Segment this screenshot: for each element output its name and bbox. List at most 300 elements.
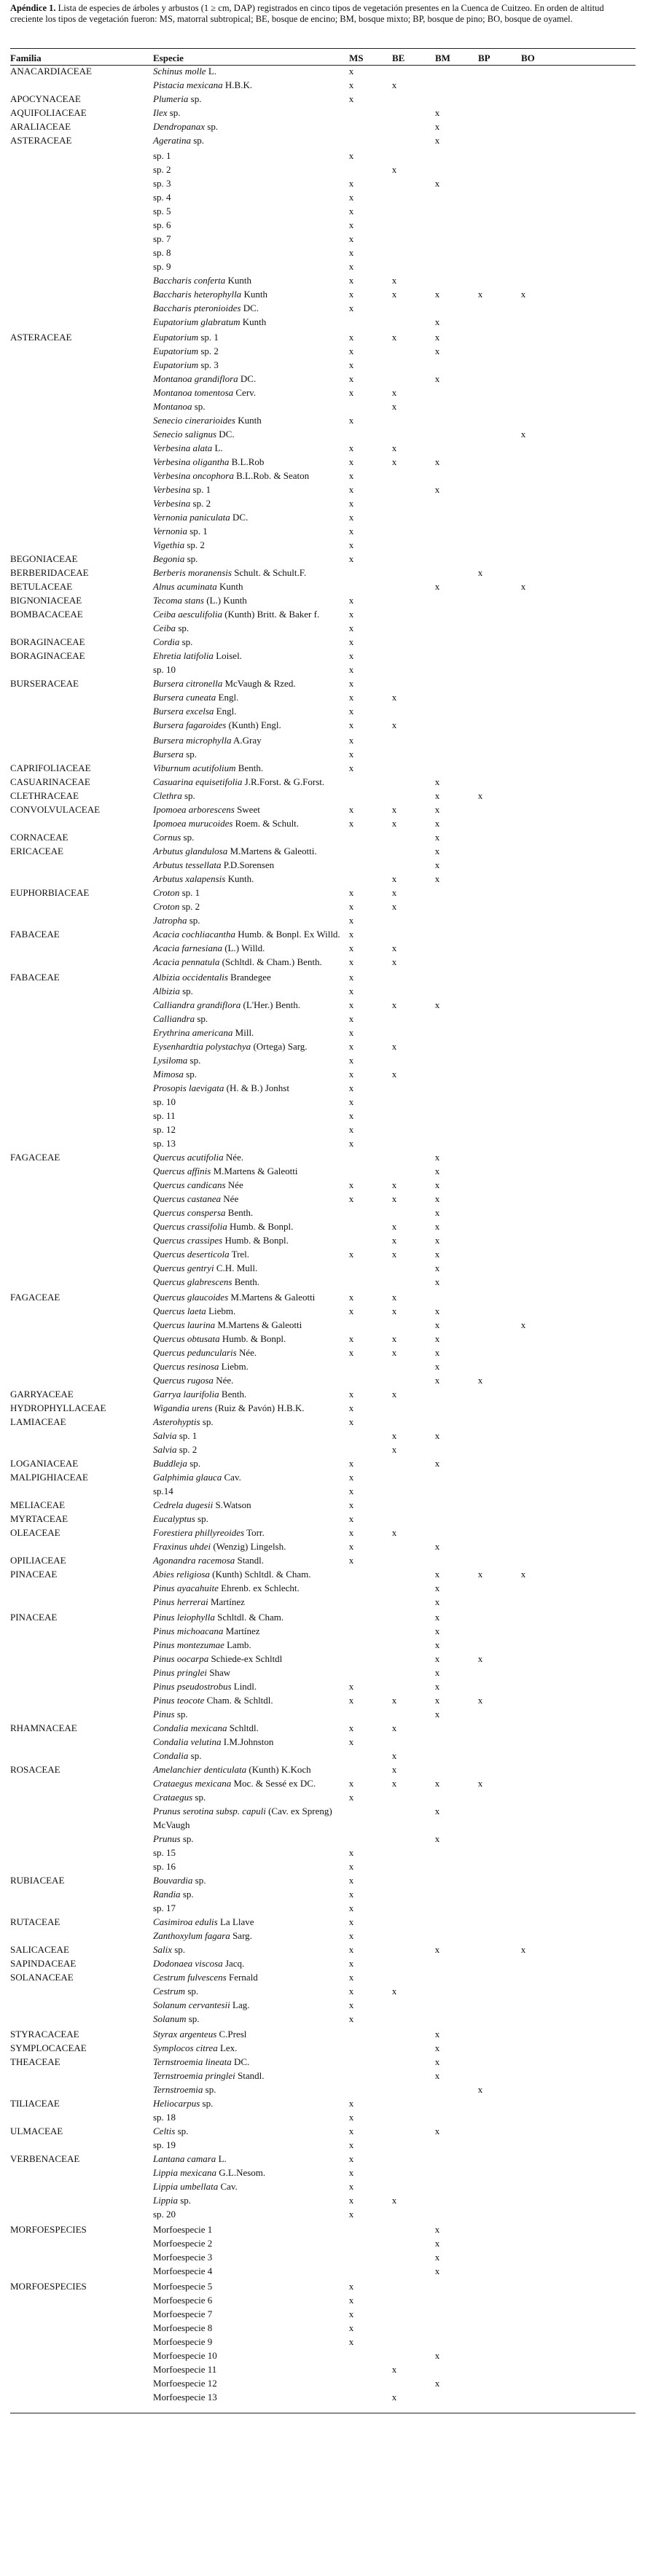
species-name (153, 373, 256, 384)
presence-mark-ms: x (348, 762, 354, 773)
species-genus: Eupatorium (153, 346, 199, 356)
species-authority: Morfoespecie 10 (153, 2350, 217, 2361)
presence-mark-ms: x (348, 972, 354, 983)
species-genus: Quercus laurina (153, 1319, 216, 1330)
species-genus: Dendropanax (153, 121, 206, 132)
species-name (153, 1152, 243, 1163)
species-authority: sp. (176, 1709, 188, 1720)
species-authority: (Kunth) K.Koch (249, 1764, 311, 1775)
species-name (153, 929, 340, 940)
species-name (153, 316, 266, 327)
presence-mark-ms: x (348, 1041, 354, 1052)
family-name: FABACEAE (10, 929, 60, 940)
species-name (153, 1555, 264, 1566)
presence-mark-be: x (391, 275, 397, 286)
family-name: ASTERACEAE (10, 135, 72, 146)
presence-mark-be: x (391, 1389, 397, 1400)
presence-mark-ms: x (348, 1069, 354, 1080)
species-name (153, 887, 200, 898)
presence-mark-ms: x (348, 387, 354, 398)
presence-mark-bm: x (434, 1347, 440, 1358)
presence-mark-bm: x (434, 2265, 440, 2276)
family-name: CASUARINACEAE (10, 776, 90, 787)
header-bo: BO (521, 52, 535, 63)
presence-mark-ms: x (348, 1499, 354, 1510)
species-genus: Cornus (153, 832, 181, 843)
family-name: BURSERACEAE (10, 678, 79, 689)
family-name: SAPINDACEAE (10, 1958, 77, 1969)
species-authority: Shaw (209, 1667, 231, 1678)
family-name: LAMIACEAE (10, 1416, 66, 1427)
species-genus: Baccharis heterophylla (153, 289, 242, 300)
species-genus: Quercus candicans (153, 1179, 226, 1190)
presence-mark-ms: x (348, 2112, 354, 2123)
species-authority: Morfoespecie 2 (153, 2238, 213, 2249)
family-name: RUBIACEAE (10, 1875, 65, 1886)
presence-mark-be: x (391, 456, 397, 467)
species-genus: Vernonia (153, 526, 187, 536)
species-authority: sp. (181, 636, 193, 647)
presence-mark-ms: x (348, 303, 354, 313)
presence-mark-ms: x (348, 2098, 354, 2109)
species-name (153, 1764, 311, 1775)
species-name (153, 456, 264, 467)
species-authority: (H. & B.) Jonhst (226, 1082, 289, 1093)
species-name (153, 1361, 249, 1372)
species-authority: sp. (190, 1750, 202, 1761)
species-authority: Née. (238, 1347, 257, 1358)
species-genus: Croton (153, 887, 180, 898)
species-name (153, 706, 236, 717)
presence-mark-be: x (391, 873, 397, 884)
species-name (153, 150, 171, 161)
species-authority: Liebm. (208, 1305, 236, 1316)
header-especie: Especie (153, 52, 184, 63)
presence-mark-bm: x (434, 818, 440, 829)
presence-mark-bm: x (434, 1333, 440, 1344)
presence-mark-ms: x (348, 484, 354, 495)
species-authority: Kunth (242, 316, 267, 327)
presence-mark-bm: x (434, 1361, 440, 1372)
species-genus: Verbesina (153, 498, 191, 509)
species-authority: sp. (184, 790, 195, 801)
species-name (153, 346, 219, 356)
presence-mark-ms: x (348, 1082, 354, 1093)
species-genus: Vernonia paniculata (153, 512, 230, 523)
presence-mark-bp: x (477, 289, 483, 300)
species-authority: sp. (177, 2126, 189, 2136)
species-name (153, 442, 223, 453)
presence-mark-bp: x (477, 1653, 483, 1664)
presence-mark-ms: x (348, 553, 354, 564)
species-authority: sp. 1 (181, 887, 200, 898)
species-name (153, 2350, 217, 2361)
presence-mark-ms: x (348, 622, 354, 633)
species-authority: sp. 3 (153, 178, 171, 189)
species-name (153, 942, 265, 953)
presence-mark-bm: x (434, 1833, 440, 1844)
species-authority: J.R.Forst. & G.Forst. (244, 776, 325, 787)
presence-mark-bm: x (434, 1778, 440, 1789)
presence-mark-be: x (391, 1235, 397, 1246)
species-authority: (Schltdl. & Cham.) Benth. (222, 956, 322, 967)
species-genus: Pinus pseudostrobus (153, 1681, 232, 1692)
presence-mark-bm: x (434, 859, 440, 870)
species-name (153, 915, 200, 926)
presence-mark-bm: x (434, 316, 440, 327)
species-name (153, 650, 242, 661)
species-genus: Bursera (153, 749, 184, 760)
presence-mark-ms: x (348, 373, 354, 384)
species-name (153, 1930, 252, 1941)
species-name (153, 999, 300, 1010)
species-authority: Lamb. (227, 1639, 251, 1650)
presence-mark-ms: x (348, 2308, 354, 2319)
presence-mark-ms: x (348, 206, 354, 216)
species-authority: Kunth (227, 275, 252, 286)
species-genus: Baccharis pteronioides (153, 303, 241, 313)
species-name (153, 1096, 176, 1107)
header-be: BE (392, 52, 405, 63)
presence-mark-ms: x (348, 678, 354, 689)
species-authority: sp. (183, 832, 195, 843)
species-name (153, 2209, 176, 2220)
presence-mark-ms: x (348, 1124, 354, 1135)
presence-mark-bm: x (434, 1276, 440, 1287)
species-name (153, 1193, 238, 1204)
header-bm: BM (435, 52, 450, 63)
species-name (153, 1596, 245, 1607)
presence-mark-bm: x (434, 2056, 440, 2067)
presence-mark-be: x (391, 1041, 397, 1052)
species-name (153, 1347, 257, 1358)
species-name (153, 79, 252, 90)
species-authority: sp. (178, 622, 189, 633)
species-name (153, 664, 176, 675)
presence-mark-be: x (391, 1069, 397, 1080)
presence-mark-ms: x (348, 1958, 354, 1969)
presence-mark-ms: x (348, 2153, 354, 2164)
presence-mark-be: x (391, 1193, 397, 1204)
species-authority: Morfoespecie 5 (153, 2281, 213, 2292)
family-name: CORNACEAE (10, 832, 69, 843)
species-name (153, 1902, 176, 1913)
species-genus: Abies religiosa (153, 1569, 210, 1580)
presence-mark-bm: x (434, 289, 440, 300)
family-name: APOCYNACEAE (10, 93, 81, 104)
species-name (153, 1625, 260, 1636)
species-authority: M.Martens & Galeotti. (230, 846, 317, 856)
family-name: PINACEAE (10, 1612, 58, 1623)
presence-mark-be: x (391, 79, 397, 90)
presence-mark-bm: x (434, 1944, 440, 1955)
presence-mark-ms: x (348, 1013, 354, 1024)
presence-mark-bm: x (434, 1458, 440, 1469)
species-authority: sp.14 (153, 1486, 173, 1496)
species-authority: (Ruiz & Pavón) H.B.K. (214, 1402, 305, 1413)
species-authority: sp. 10 (153, 1096, 176, 1107)
species-authority: Cav. (220, 2181, 238, 2192)
species-name (153, 135, 204, 146)
presence-mark-bm: x (434, 2238, 440, 2249)
species-name (153, 1207, 253, 1218)
species-genus: Condalia (153, 1750, 189, 1761)
species-authority: La Llave (219, 1916, 254, 1927)
presence-mark-bo: x (520, 1319, 526, 1330)
species-authority: (Cav. ex Spreng) (268, 1806, 332, 1816)
presence-mark-ms: x (348, 1527, 354, 1538)
species-name (153, 415, 262, 426)
species-authority: S.Watson (215, 1499, 251, 1510)
presence-mark-be: x (391, 1695, 397, 1706)
species-authority: Ehrenb. ex Schlecht. (221, 1582, 300, 1593)
species-name (153, 1179, 243, 1190)
species-genus: Tecoma stans (153, 595, 204, 606)
species-genus: Cestrum fulvescens (153, 1972, 227, 1983)
species-authority: Schiede-ex Schltdl (211, 1653, 283, 1664)
species-name (153, 219, 171, 230)
presence-mark-be: x (391, 401, 397, 412)
species-authority: Morfoespecie 6 (153, 2295, 213, 2306)
presence-mark-ms: x (348, 442, 354, 453)
presence-mark-bm: x (434, 484, 440, 495)
species-authority: sp. 19 (153, 2139, 176, 2150)
species-genus: Quercus resinosa (153, 1361, 219, 1372)
species-name (153, 206, 171, 216)
presence-mark-bm: x (434, 1262, 440, 1273)
species-name (153, 2336, 212, 2347)
presence-mark-bp: x (477, 1569, 483, 1580)
species-authority: sp. 2 (187, 539, 205, 550)
species-genus: Lippia (153, 2195, 178, 2206)
species-genus: Bursera microphylla (153, 735, 232, 746)
presence-mark-ms: x (348, 929, 354, 940)
species-authority: Morfoespecie 9 (153, 2336, 213, 2347)
species-genus: Arbutus glandulosa (153, 846, 228, 856)
presence-mark-be: x (391, 2392, 397, 2403)
presence-mark-be: x (391, 1750, 397, 1761)
presence-mark-bm: x (434, 1305, 440, 1316)
species-authority: (L.) Kunth (206, 595, 247, 606)
species-name (153, 512, 248, 523)
caption-label: Apéndice 1. (10, 3, 56, 13)
species-authority: H.B.K. (224, 79, 253, 90)
presence-mark-ms: x (348, 275, 354, 286)
presence-mark-ms: x (348, 2281, 354, 2292)
species-authority: Standl. (237, 1555, 265, 1566)
presence-mark-ms: x (348, 1402, 354, 1413)
species-genus: Calliandra grandiflora (153, 999, 241, 1010)
presence-mark-ms: x (348, 1889, 354, 1900)
species-name (153, 1639, 251, 1650)
family-name: AQUIFOLIACEAE (10, 107, 87, 118)
species-authority: Sweet (237, 804, 260, 815)
presence-mark-ms: x (348, 1847, 354, 1858)
species-genus: Bursera fagaroides (153, 719, 227, 730)
family-name: STYRACACEAE (10, 2029, 79, 2040)
presence-mark-bm: x (434, 873, 440, 884)
presence-mark-ms: x (348, 749, 354, 760)
species-name (153, 1262, 257, 1273)
species-authority: I.M.Johnston (223, 1736, 274, 1747)
species-genus: Eupatorium (153, 332, 199, 343)
species-name (153, 2126, 188, 2136)
family-name: BETULACEAE (10, 581, 73, 592)
presence-mark-bo: x (520, 1944, 526, 1955)
family-name: VERBENACEAE (10, 2153, 80, 2164)
species-name (153, 1375, 233, 1386)
presence-mark-bo: x (520, 429, 526, 440)
species-genus: Quercus laeta (153, 1305, 206, 1316)
species-name (153, 2252, 212, 2263)
species-authority: sp. (205, 2084, 216, 2095)
species-authority: Née (227, 1179, 243, 1190)
species-genus: Pistacia mexicana (153, 79, 223, 90)
species-name (153, 1875, 206, 1886)
species-genus: Amelanchier denticulata (153, 1764, 247, 1775)
species-genus: Albizia (153, 985, 180, 996)
species-name (153, 832, 194, 843)
species-authority: DC. (232, 512, 249, 523)
species-name (153, 859, 274, 870)
species-name (153, 2084, 216, 2095)
family-name: ROSACEAE (10, 1764, 60, 1775)
presence-mark-ms: x (348, 1305, 354, 1316)
presence-mark-ms: x (348, 219, 354, 230)
species-authority: Lex. (219, 2042, 238, 2053)
species-authority: (Ortega) Sarg. (253, 1041, 308, 1052)
presence-mark-bm: x (434, 121, 440, 132)
species-authority: sp. (186, 749, 197, 760)
species-name (153, 762, 263, 773)
family-name: MELIACEAE (10, 1499, 66, 1510)
species-genus: Ternstroemia (153, 2084, 203, 2095)
family-name: RUTACEAE (10, 1916, 60, 1927)
species-genus: Salix (153, 1944, 172, 1955)
presence-mark-bm: x (434, 1639, 440, 1650)
species-authority: sp. 1 (192, 484, 211, 495)
species-genus: Eucalyptus (153, 1513, 195, 1524)
species-genus: Verbesina alata (153, 442, 213, 453)
species-name (153, 622, 189, 633)
species-authority: sp. 4 (153, 192, 171, 203)
species-genus: Quercus crassifolia (153, 1221, 227, 1232)
top-rule (10, 48, 636, 49)
species-genus: Pinus ayacahuite (153, 1582, 219, 1593)
species-authority: DC. (219, 429, 235, 440)
species-genus: Quercus deserticola (153, 1249, 230, 1260)
presence-mark-bp: x (477, 790, 483, 801)
species-authority: L. (214, 442, 223, 453)
presence-mark-ms: x (348, 1681, 354, 1692)
species-genus: Cestrum (153, 1986, 186, 1997)
species-name (153, 1124, 176, 1135)
species-authority: Morfoespecie 8 (153, 2322, 213, 2333)
species-authority: G.L.Nesom. (219, 2167, 266, 2178)
header-familia: Familia (10, 52, 42, 63)
presence-mark-ms: x (348, 1736, 354, 1747)
species-authority: sp. 1 (179, 1430, 198, 1441)
species-authority: sp. 1 (200, 332, 219, 343)
species-genus: Prunus (153, 1833, 181, 1844)
species-name (153, 164, 171, 175)
species-authority: Humb. & Bonpl. Ex Willd. (238, 929, 340, 940)
family-name: BORAGINACEAE (10, 650, 85, 661)
species-name (153, 2112, 176, 2123)
species-authority: sp. (186, 1069, 197, 1080)
presence-mark-bm: x (434, 1430, 440, 1441)
presence-mark-be: x (391, 942, 397, 953)
species-genus: Galphimia glauca (153, 1472, 222, 1483)
species-genus: Viburnum acutifolium (153, 762, 236, 773)
presence-mark-be: x (391, 1527, 397, 1538)
presence-mark-ms: x (348, 346, 354, 356)
family-name: PINACEAE (10, 1569, 58, 1580)
presence-mark-ms: x (348, 192, 354, 203)
species-authority: Cham. & Schltdl. (206, 1695, 273, 1706)
presence-mark-ms: x (348, 512, 354, 523)
species-genus: Cordia (153, 636, 180, 647)
presence-mark-ms: x (348, 1916, 354, 1927)
presence-mark-bm: x (434, 1596, 440, 1607)
species-authority: sp. 15 (153, 1847, 176, 1858)
presence-mark-bm: x (434, 1695, 440, 1706)
presence-mark-bm: x (434, 1569, 440, 1580)
presence-mark-be: x (391, 2195, 397, 2206)
species-genus: Quercus glabrescens (153, 1276, 232, 1287)
species-genus: Senecio salignus (153, 429, 217, 440)
species-authority: sp. 13 (153, 1138, 176, 1149)
presence-mark-ms: x (348, 1416, 354, 1427)
species-genus: Begonia (153, 553, 185, 564)
species-genus: Quercus crassipes (153, 1235, 223, 1246)
presence-mark-be: x (391, 1722, 397, 1733)
species-genus: Montanoa grandiflora (153, 373, 238, 384)
presence-mark-ms: x (348, 247, 354, 258)
presence-mark-ms: x (348, 2139, 354, 2150)
species-genus: Quercus affinis (153, 1166, 211, 1176)
species-name (153, 1402, 305, 1413)
species-authority: sp. (198, 1513, 208, 1524)
species-name (153, 749, 197, 760)
species-genus: Pinus (153, 1709, 175, 1720)
species-name (153, 1653, 282, 1664)
species-name (153, 1319, 302, 1330)
presence-mark-be: x (391, 442, 397, 453)
species-name (153, 1041, 308, 1052)
species-authority: Engl. (218, 692, 239, 703)
species-authority: M.Martens & Galeotti (230, 1292, 316, 1303)
presence-mark-bm: x (434, 373, 440, 384)
species-authority: Schltdl. & Cham. (217, 1612, 284, 1623)
species-name (153, 956, 322, 967)
presence-mark-ms: x (348, 261, 354, 272)
presence-mark-ms: x (348, 2013, 354, 2024)
species-name (153, 1235, 289, 1246)
species-name (153, 1013, 208, 1024)
species-genus: Bouvardia (153, 1875, 193, 1886)
species-name (153, 2378, 217, 2389)
species-authority: sp. (180, 2195, 192, 2206)
presence-mark-ms: x (348, 1333, 354, 1344)
presence-mark-ms: x (348, 79, 354, 90)
species-authority: Martínez (210, 1596, 245, 1607)
species-name (153, 609, 319, 620)
presence-mark-ms: x (348, 1179, 354, 1190)
presence-mark-ms: x (348, 2126, 354, 2136)
family-name: THEACEAE (10, 2056, 60, 2067)
family-name: SOLANACEAE (10, 1972, 74, 1983)
